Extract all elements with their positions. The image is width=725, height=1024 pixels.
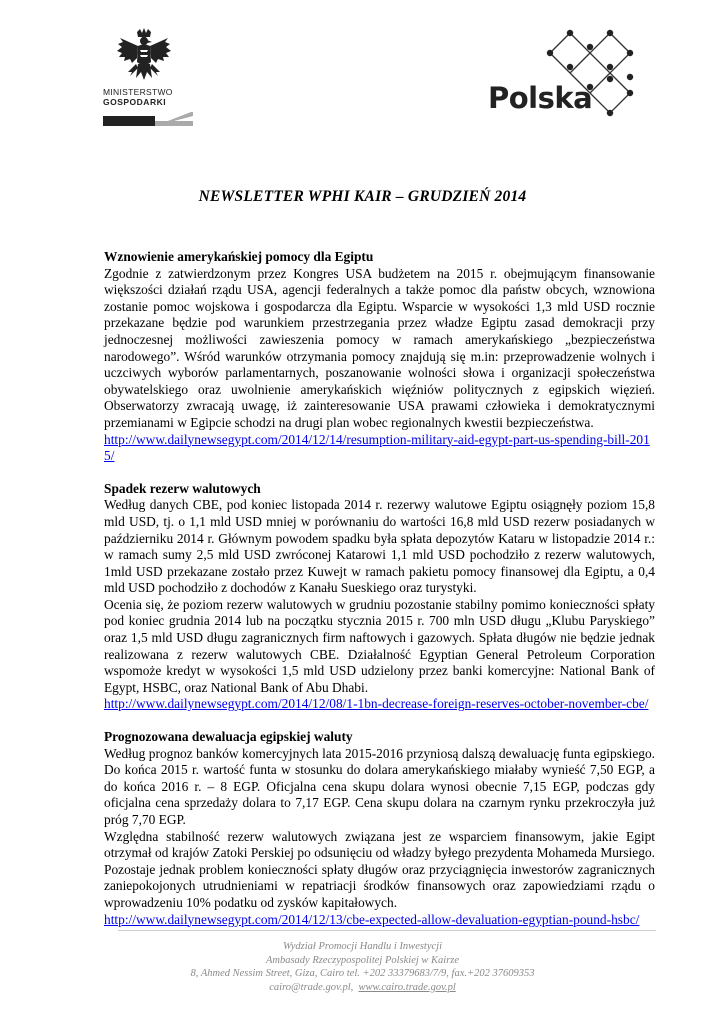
section-us-aid: [104, 249, 655, 465]
ministry-name-line2: GOSPODARKI: [103, 97, 167, 107]
footer-website-link[interactable]: www.cairo.trade.gov.pl: [358, 981, 456, 993]
newsletter-title: NEWSLETTER WPHI KAIR – GRUDZIEŃ 2014: [198, 188, 527, 205]
section-paragraph: Zgodnie z zatwierdzonym przez Kongres USA budżetem na 2015 r. obejmującym finansowanie większości działań rządu USA, agencji federalnych a także pomoc dla państw obcych, wznowiona zostanie pomoc wojskowa i gospodarcza dla Egiptu. Wsparcie w wysokości 1,3 mld USD rocznie przekazane będzie pod warunkiem przestrzegania przez władze Egiptu zasad demokracji przy jednoczesnej możliwości zawieszenia pomocy w ramach amerykańskiego „bezpieczeństwa narodowego”. Wśród warunków otrzymania pomocy znajdują się m.in: przeprowadzenie wolnych i uczciwych wyborów parlamentarnych, poszanowanie wolności słowa i organizacji społeczeństwa obywatelskiego oraz uwolnienie amerykańskich więźniów politycznych z egipskich więzień. Obserwatorzy zwracają uwagę, iż zainteresowanie USA prawami człowieka i demokratycznymi przemianami w Egipcie schodzi na drugi plan wobec regionalnych kwestii bezpieczeństwa.: [104, 265, 655, 430]
section-paragraph: Względna stabilność rezerw walutowych związana jest ze wsparciem finansowym, jakie Egipt otrzymał od krajów Zatoki Perskiej po odsunięciu od władzy byłego prezydenta Mohameda Mursiego. Pozostaje jednak problem konieczności spłaty długów oraz przyciągnięcia inwestorów zagranicznych zaniepokojonych utrudnieniami w repatriacji środków finansowych oraz zapowiedziami rządu o wprowadzeniu 10% podatku od zysków kapitałowych.: [104, 828, 655, 910]
section-heading: Spadek rezerw walutowych: [104, 480, 261, 496]
ministry-name-line1: MINISTERSTWO: [103, 87, 173, 97]
footer-address: 8, Ahmed Nessim Street, Giza, Cairo tel. +202 33379683/7/9, fax.+202 37609353: [190, 968, 535, 979]
polska-wordmark: Polska: [488, 81, 593, 115]
footer-embassy: Ambasady Rzeczypospolitej Polskiej w Kairze: [265, 954, 460, 966]
ministry-bars: [103, 112, 193, 126]
section-devaluation: [104, 729, 655, 928]
footer-email: cairo@trade.gov.pl,: [269, 981, 354, 993]
section-heading: Wznowienie amerykańskiej pomocy dla Egiptu: [104, 249, 374, 264]
source-link[interactable]: http://www.dailynewsegypt.com/2014/12/08/1-1bn-decrease-foreign-reserves-october-november-cbe/: [104, 696, 649, 712]
footer-divider: [118, 930, 656, 931]
page-header: [0, 0, 725, 150]
section-paragraph: Według danych CBE, pod koniec listopada 2014 r. rezerwy walutowe Egiptu osiągnęły poziom 15,8 mld USD, tj. o 1,1 mld USD mniej w porównaniu do wartości 16,8 mld USD rezerw posiadanych w październiku 2014 r. Głównym powodem spadku była spłata depozytów Kataru w listopadzie 2014 r.: w ramach sumy 2,5 mld USD zwróconej Katarowi 1,1 mld USD pochodziło z rezerw walutowych, 1mld USD przekazane zostało przez Kuwejt w ramach pakietu pomocy finansowej dla Egiptu, a 0,4 mld USD pochodziło z dochodów z Kanału Sueskiego oraz turystyki.: [104, 497, 655, 596]
eagle-emblem-icon: [116, 28, 172, 84]
ministry-logo: [100, 28, 200, 133]
page-footer: [0, 940, 725, 994]
source-link[interactable]: http://www.dailynewsegypt.com/2014/12/14/resumption-military-aid-egypt-part-us-spending-bill-2015/: [104, 431, 650, 464]
polska-logo: [480, 25, 640, 135]
section-paragraph: Ocenia się, że poziom rezerw walutowych w grudniu pozostanie stabilny pomimo konieczności spłaty pod koniec grudnia 2014 lub na początku stycznia 2015 r. 700 mln USD długu „Klubu Paryskiego” oraz 1,5 mld USD długu zagranicznych firm naftowych i gazowych. Spłata długów nie będzie jednak realizowana z rezerw walutowych CBE. Działalność Egyptian General Petroleum Corporation wspomoże kredyt w wysokości 1,5 mld USD udzielony przez banki komercyjne: National Bank of Egypt, HSBC, oraz National Bank of Abu Dhabi.: [104, 596, 655, 695]
source-link[interactable]: http://www.dailynewsegypt.com/2014/12/13/cbe-expected-allow-devaluation-egyptian-pound-hsbc/: [104, 911, 640, 927]
section-paragraph: Według prognoz banków komercyjnych lata 2015-2016 przyniosą dalszą dewaluację funta egipskiego. Do końca 2015 r. wartość funta w stosunku do dolara amerykańskiego miałaby wynieść 7,50 EGP, a do końca 2016 r. – 8 EGP. Oficjalna cena skupu dolara wynosi obecnie 7,15 EGP, podczas gdy oficjalna cena sprzedaży dolara to 7,17 EGP. Cena skupu dolara na czarnym rynku przekroczyła już próg 7,70 EGP.: [104, 745, 655, 827]
polska-pattern-icon: [480, 25, 640, 135]
newsletter-content: [104, 249, 655, 944]
section-heading: Prognozowana dewaluacja egipskiej waluty: [104, 729, 353, 745]
footer-department: Wydział Promocji Handlu i Inwestycji: [282, 941, 443, 952]
ministry-name: [103, 87, 213, 107]
footer-contact: [0, 981, 725, 995]
section-currency-reserves: [104, 481, 655, 713]
